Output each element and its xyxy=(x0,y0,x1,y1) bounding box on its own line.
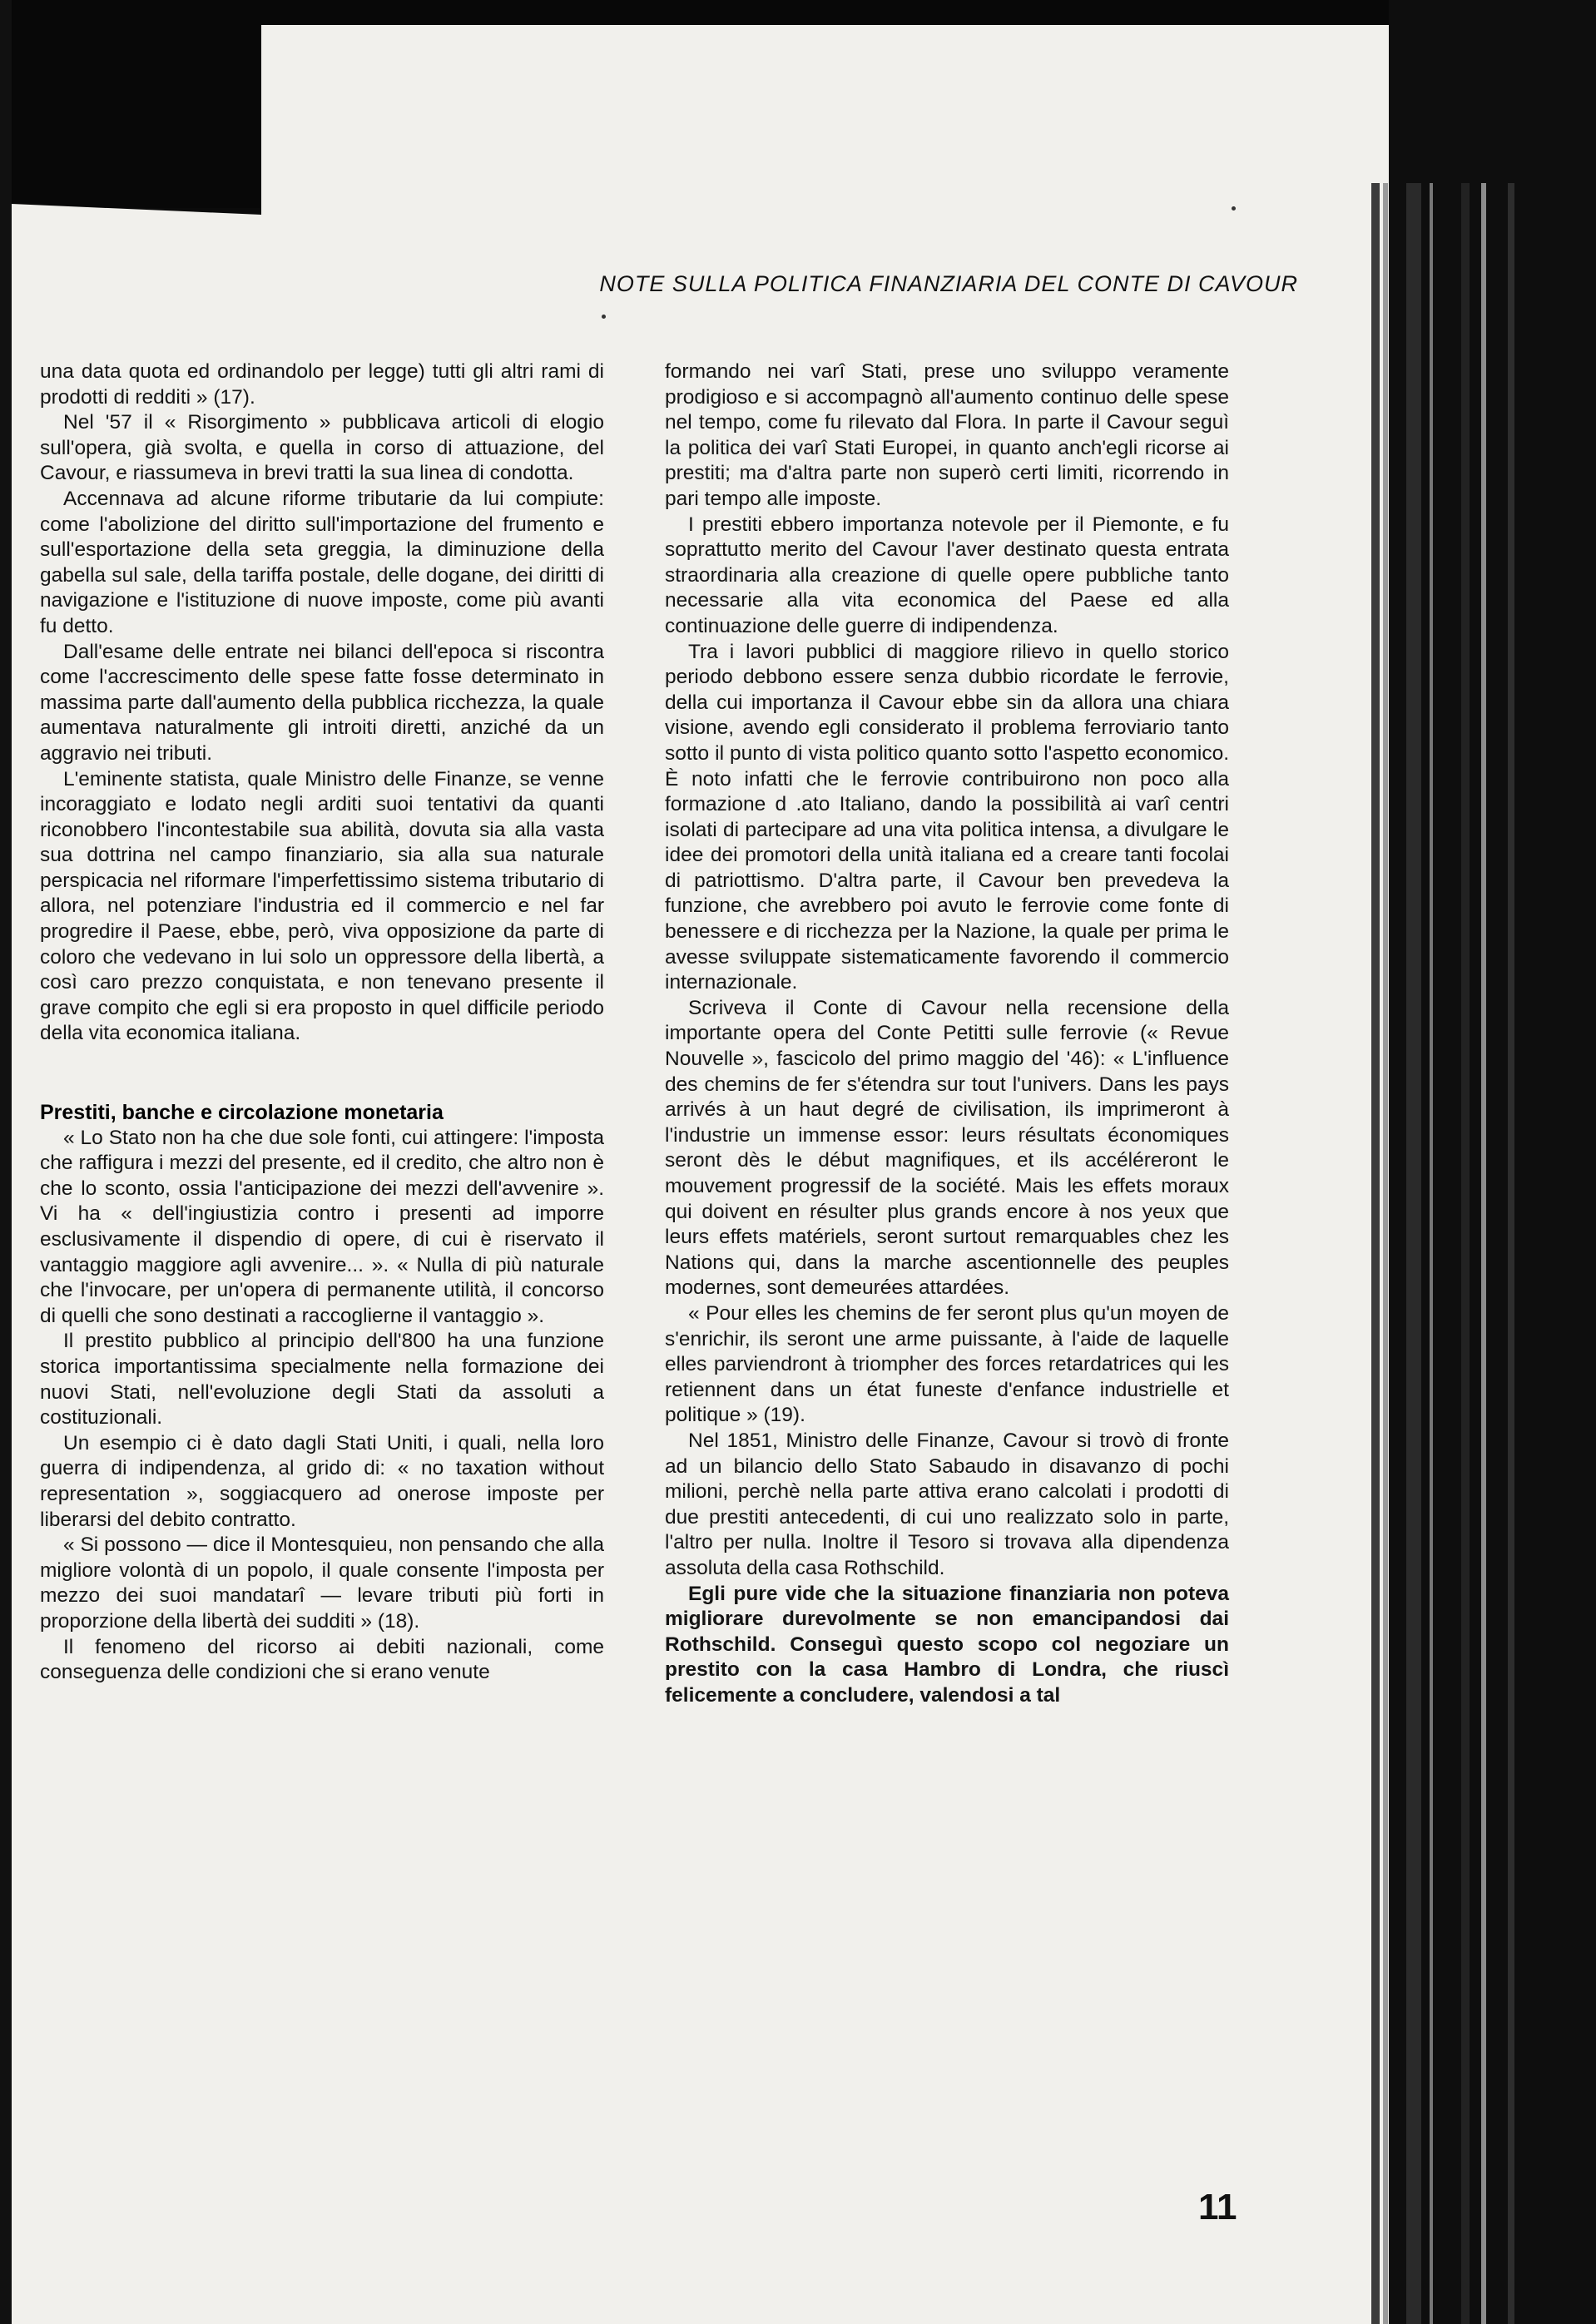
section-heading: Prestiti, banche e circolazione monetaria xyxy=(40,1101,444,1125)
paragraph: « Pour elles les chemins de fer seront plus qu'un moyen de s'enrichir, ils seront une arme puissante, à l'aide de laquelle elles parviendront à triompher des forces retardatrices qui les retiennent dans un état funeste d'enfance industrielle et politique » (19). xyxy=(665,1301,1229,1427)
paragraph: L'eminente statista, quale Ministro delle Finanze, se venne incoraggiato e lodato negli arditi suoi tentativi da quanti riconobbero l'incontestabile sua abilità, dovuta sia alla vasta sua dottrina nel campo finanziario, sia alla sua naturale perspicacia nel riformare l'imperfettissimo sistema tributario di allora, nel potenziare l'industria ed il commercio e nel far progredire il Paese, ebbe, però, viva opposizione da parte di coloro che vedevano in lui solo un oppressore della libertà, a così caro prezzo conquistata, e non tenevano presente il grave compito che egli si era proposto in quel difficile periodo della vita economica italiana. xyxy=(40,767,604,1045)
running-head: NOTE SULLA POLITICA FINANZIARIA DEL CONTE DI CAVOUR xyxy=(599,271,1298,296)
paragraph: Un esempio ci è dato dagli Stati Uniti, i quali, nella loro guerra di indipendenza, al grido di: « no taxation without representation », soggiacquero ad onerose imposte per liberarsi del debito contratto. xyxy=(40,1431,604,1531)
page-edge-stripe xyxy=(1508,183,1514,2324)
paragraph: Nel 1851, Ministro delle Finanze, Cavour si trovò di fronte ad un bilancio dello Stato Sabaudo in disavanzo di pochi milioni, perchè nella parte attiva erano calcolati i prodotti di due prestiti antecedenti, di cui uno realizzato solo in parte, l'altro per nulla. Inoltre il Tesoro si trovava alla dipendenza assoluta della casa Rothschild. xyxy=(665,1429,1229,1579)
page-edge-stripe xyxy=(1481,183,1486,2324)
paragraph: Scriveva il Conte di Cavour nella recensione della importante opera del Conte Petitti sulle ferrovie (« Revue Nouvelle », fascicolo del primo maggio del '46): « L'influence des chemins de fer s'étendra sur tout l'univers. Dans les pays arrivés à un haut degré de civilisation, ils imprimeront à l'industrie un immense essor: leurs résultats économiques seront dès le début magnifiques, et ils accéléreront le mouvement progressif de la société. Mais les effets moraux qui doivent en résulter plus grands encore à nos yeux que leurs effets matériels, seront surtout remarquables chez les Nations qui, dans la marche ascentionnelle des peuples modernes, sont demeurées attardées. xyxy=(665,996,1229,1300)
right-column xyxy=(665,359,1229,1708)
paragraph: Dall'esame delle entrate nei bilanci dell'epoca si riscontra come l'accrescimento delle spese fatte fosse determinato in massima parte dall'aumento della pubblica ricchezza, la quale aumentava naturalmente gli introiti diretti, anziché da un aggravio nei tributi. xyxy=(40,640,604,765)
paragraph: Accennava ad alcune riforme tributarie da lui compiute: come l'abolizione del diritto sull'importazione del frumento e sull'esportazione della seta greggia, la diminuzione della gabella sul sale, della tariffa postale, delle dogane, dei diritti di navigazione e l'istituzione di nuove imposte, come più avanti fu detto. xyxy=(40,487,604,637)
scan-speck xyxy=(602,315,606,319)
left-column xyxy=(40,359,604,1686)
page-edge-stripe xyxy=(1430,183,1433,2324)
paragraph: una data quota ed ordinandolo per legge) tutti gli altri rami di prodotti di redditi » (17). xyxy=(40,360,604,409)
page-edge-stripe xyxy=(1461,183,1470,2324)
paragraph: Tra i lavori pubblici di maggiore rilievo in quello storico periodo debbono essere senza dubbio ricordate le ferrovie, della cui importanza il Cavour ebbe sin da allora una chiara visione, avendo egli considerato il problema ferroviario tanto sotto il punto di vista politico quanto sotto l'aspetto economico. È noto infatti che le ferrovie contribuirono non poco alla formazione d .ato Italiano, dando la possibilità ai varî centri isolati di partecipare ad una vita politica intensa, a divulgare le idee dei promotori della unità italiana ed a creare tanti focolai di patriottismo. D'altra parte, il Cavour ben prevedeva la funzione, che avrebbero poi avuto le ferrovie come fonte di benessere e di ricchezza per la Nazione, la quale per prima le avesse sviluppate sistematicamente favorendo il commercio internazionale. xyxy=(665,640,1229,994)
scan-speck xyxy=(1232,206,1236,211)
scan-background-left xyxy=(0,0,12,2324)
paragraph: Il prestito pubblico al principio dell'800 ha una funzione storica importantissima specialmente nella formazione dei nuovi Stati, nell'evoluzione degli Stati da assoluti a costituzionali. xyxy=(40,1330,604,1430)
paragraph: I prestiti ebbero importanza notevole per il Piemonte, e fu soprattutto merito del Cavour l'aver destinato questa entrata straordinaria alla creazione di quelle opere pubbliche tanto necessarie alla vita economica del Paese ed alla continuazione delle guerre di indipendenza. xyxy=(665,513,1229,637)
paragraph: Egli pure vide che la situazione finanziaria non poteva migliorare durevolmente se non emancipandosi dai Rothschild. Conseguì questo scopo col negoziare un prestito con la casa Hambro di Londra, che riuscì felicemente a concludere, valendosi a tal xyxy=(665,1582,1229,1707)
paragraph: Il fenomeno del ricorso ai debiti nazionali, come conseguenza delle condizioni che si erano venute xyxy=(40,1635,604,1684)
paragraph: Nel '57 il « Risorgimento » pubblicava articoli di elogio sull'opera, già svolta, e quella in corso di attuazione, del Cavour, e riassumeva in brevi tratti la sua linea di condotta. xyxy=(40,411,604,485)
page-edge-stripe xyxy=(1406,183,1421,2324)
paragraph: « Lo Stato non ha che due sole fonti, cui attingere: l'imposta che raffigura i mezzi del presente, ed il credito, che altro non è che lo sconto, ossia l'anticipazione dei mezzi dell'avvenire ». Vi ha « dell'ingiustizia contro i presenti ad imporre esclusivamente il dispendio di opere, di cui è riservato il vantaggio maggiore agli avvenire... ». « Nulla di più naturale che l'invocare, per un'opera di permanente utilità, il concorso di quelli che sono destinati a raccoglierne il vantaggio ». xyxy=(40,1126,604,1327)
paragraph: « Si possono — dice il Montesquieu, non pensando che alla migliore volontà di un popolo, il quale consente l'imposta per mezzo dei suoi mandatarî — levare tributi più forti in proporzione della libertà dei sudditi » (18). xyxy=(40,1534,604,1633)
page-number: 11 xyxy=(1198,2187,1237,2227)
page-edge-stripe xyxy=(1383,183,1388,2324)
paragraph: formando nei varî Stati, prese uno sviluppo veramente prodigioso e si accompagnò all'aumento continuo delle spese nel tempo, come fu rilevato dal Flora. In parte il Cavour seguì la politica dei varî Stati Europei, in quanto anch'egli ricorse ai prestiti; ma d'altra parte non superò certi limiti, ricorrendo in pari tempo alle imposte. xyxy=(665,360,1229,510)
page-edge-stripe xyxy=(1371,183,1380,2324)
